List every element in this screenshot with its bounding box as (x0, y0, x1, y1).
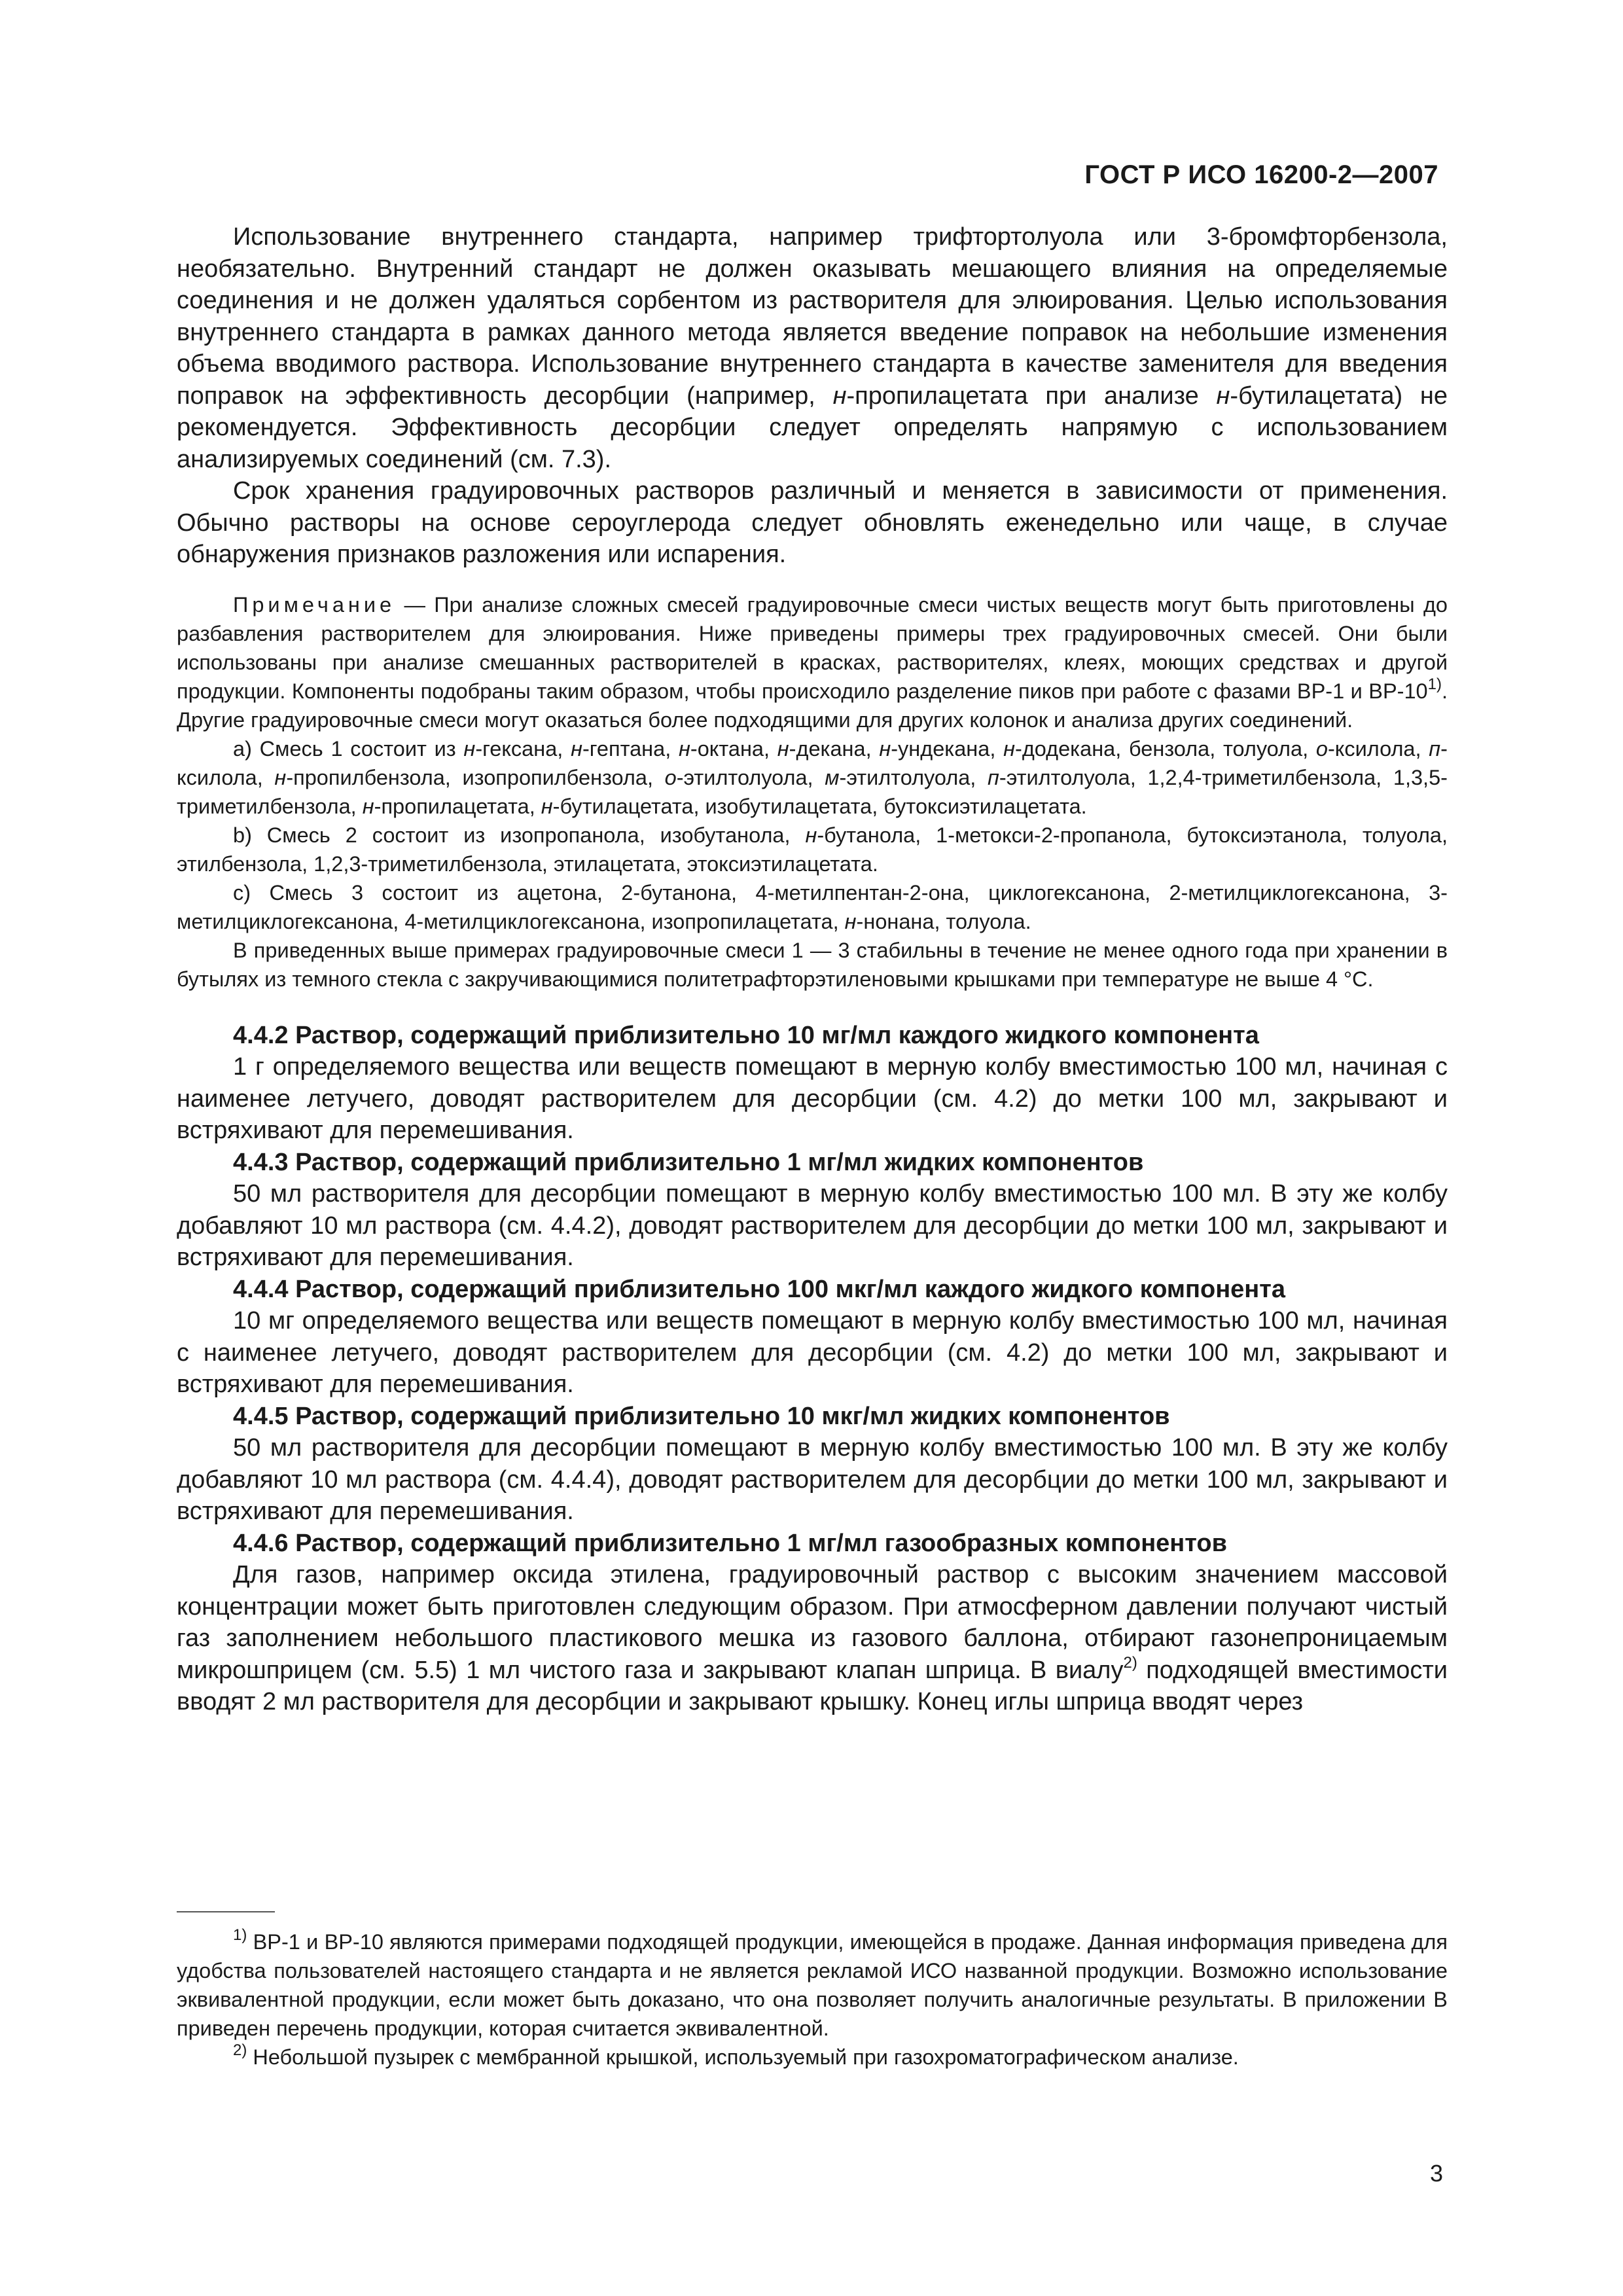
text-fragment: -ундекана, (891, 736, 1004, 761)
footnote-ref-2[interactable]: 2) (1123, 1653, 1137, 1672)
section-text-4-4-3: 50 мл растворителя для десорбции помещают в мерную колбу вместимостью 100 мл. В эту же колбу добавляют 10 мл раствора (см. 4.4.2), доводят растворителем для десорбции до метки 100 мл, закрывают и встряхивают для перемешивания. (177, 1180, 1448, 1271)
section-text-4-4-4: 10 мг определяемого вещества или веществ помещают в мерную колбу вместимостью 100 мл, начиная с наименее летучего, доводят растворителем для десорбции (см. 4.2) до метки 100 мл, закрывают и встряхивают для перемешивания. (177, 1307, 1448, 1398)
page-number: 3 (1430, 2160, 1444, 2187)
section-text-4-4-6: Для газов, например оксида этилена, градуировочный раствор с высоким значением массовой концентрации может быть приготовлен следующим образом. При атмосферном давлении получают чистый газ заполнением небольшого пластикового мешка из газового баллона, отбирают газонепроницаемым микрошприцем (см. 5.5) 1 мл чистого газа и закрывают клапан шприца. В виалу$^{2)}$ подходящей вместимости вводят 2 мл растворителя для десорбции и закрывают крышку. Конец иглы шприца вводят через (177, 1561, 1448, 1715)
intro-paragraph-1: Использование внутреннего стандарта, например трифтортолуола или 3-бромфторбензола, необязательно. Внутренний стандарт не должен оказывать мешающего влияния на определяемые соединения и не должен удаляться сорбентом из растворителя для элюирования. Целью использования внутреннего стандарта в рамках данного метода является введение поправок на небольшие изменения объема вводимого раствора. Использование внутреннего стандарта в качестве заменителя для введения поправок на эффективность десорбции (например, н-пропилацетата при анализе н-бутилацетата) не рекомендуется. Эффективность десорбции следует определять напрямую с использованием анализируемых соединений (см. 7.3). (177, 223, 1448, 473)
text-fragment: -пропилбензола, изопропилбензола, (286, 765, 665, 789)
section-text-4-4-5: 50 мл растворителя для десорбции помещают в мерную колбу вместимостью 100 мл. В эту же колбу добавляют 10 мл раствора (см. 4.4.4), доводят растворителем для десорбции до метки 100 мл, закрывают и встряхивают для перемешивания. (177, 1434, 1448, 1525)
italic-prefix: н (571, 736, 582, 761)
text-fragment: -бутилацетата, изобутилацетата, бутоксиэтилацетата. (552, 794, 1087, 818)
intro-paragraph-2: Срок хранения градуировочных растворов различный и меняется в зависимости от применения. Обычно растворы на основе сероуглерода следует обновлять еженедельно или чаще, в случае обнаружения признаков разложения или испарения. (177, 477, 1448, 568)
italic-prefix: о (1315, 736, 1328, 761)
italic-prefix: м (825, 765, 840, 789)
note-item-c: c) Смесь 3 состоит из ацетона, 2-бутанона, 4-метилпентан-2-она, циклогексанона, 2-метилциклогексанона, 3-метилциклогексанона, 4-метилциклогексанона, изопропилацетата, н-нонана, толуола. (177, 880, 1448, 933)
note-label: Примечание (233, 592, 396, 617)
italic-prefix: н (362, 794, 374, 818)
note-final: В приведенных выше примерах градуировочные смеси 1 — 3 стабильны в течение не менее одного года при хранении в бутылях из темного стекла с закручивающимися политетрафторэтиленовыми крышками при температуре не выше 4 °С. (177, 938, 1448, 991)
italic-prefix: н (463, 736, 476, 761)
text-fragment: -этилтолуола, 1,2,4-триметилбензола, 1,3,5-триметилбензола, (177, 765, 1448, 818)
text-fragment: a) Смесь 1 состоит из (233, 736, 464, 761)
text-fragment: -этилтолуола, (676, 765, 825, 789)
footnote-2: $^{2)}$ Небольшой пузырек с мембранной крышкой, используемый при газохроматографическом анализе. (233, 2041, 1239, 2069)
text-fragment: -этилтолуола, (839, 765, 988, 789)
italic-prefix: н (879, 736, 891, 761)
note-item-b: b) Смесь 2 состоит из изопропанола, изобутанола, н-бутанола, 1-метокси-2-пропанола, бутоксиэтанола, толуола, этилбензола, 1,2,3-триметилбензола, этилацетата, этоксиэтилацетата. (177, 823, 1448, 876)
italic-prefix: н (1003, 736, 1015, 761)
footnote-1: $^{1)}$ ВР-1 и ВР-10 являются примерами подходящей продукции, имеющейся в продаже. Данная информация приведена для удобства пользователей настоящего стандарта и не является рекламой ИСО названной продукции. Возможно использование эквивалентной продукции, если может быть доказано, что она позволяет получить аналогичные результаты. В приложении В приведен перечень продукции, которая считается эквивалентной. (177, 1926, 1448, 2040)
footnotes (177, 1928, 1448, 2072)
body-text (177, 221, 1448, 1718)
text-fragment: -гексана, (475, 736, 571, 761)
section-title-4-4-6: 4.4.6 Раствор, содержащий приблизительно 1 мг/мл газообразных компонентов (233, 1529, 1227, 1557)
text-fragment: -ксилола, (1327, 736, 1429, 761)
section-title-4-4-3: 4.4.3 Раствор, содержащий приблизительно 1 мг/мл жидких компонентов (233, 1148, 1144, 1176)
footnote-ref-1[interactable]: 1) (1427, 675, 1442, 693)
note-item-a (177, 734, 1448, 821)
text-fragment: -додекана, бензола, толуола, (1015, 736, 1316, 761)
text-fragment: -октана, (690, 736, 777, 761)
text-fragment: -декана, (789, 736, 880, 761)
italic-prefix: н (679, 736, 690, 761)
italic-prefix: н (274, 765, 287, 789)
section-title-4-4-5: 4.4.5 Раствор, содержащий приблизительно 10 мкг/мл жидких компонентов (233, 1402, 1170, 1430)
note-intro: Примечание — При анализе сложных смесей градуировочные смеси чистых веществ могут быть приготовлены до разбавления растворителем для элюирования. Ниже приведены примеры трех градуировочных смесей. Они были использованы при анализе смешанных растворителей в красках, растворителях, клеях, моющих средствах и другой продукции. Компоненты подобраны таким образом, чтобы происходило разделение пиков при работе с фазами ВР-1 и ВР-10$^{1)}$. Другие градуировочные смеси могут оказаться более подходящими для других колонок и анализа других соединений. (177, 592, 1448, 732)
text-fragment: -ксилола, (177, 736, 1448, 789)
note-block (177, 590, 1448, 994)
italic-prefix: п (1429, 736, 1441, 761)
section-text-4-4-2: 1 г определяемого вещества или веществ помещают в мерную колбу вместимостью 100 мл, начиная с наименее летучего, доводят растворителем для десорбции (см. 4.2) до метки 100 мл, закрывают и встряхивают для перемешивания. (177, 1053, 1448, 1144)
footnote-divider (177, 1911, 275, 1912)
section-title-4-4-2: 4.4.2 Раствор, содержащий приблизительно 10 мг/мл каждого жидкого компонента (233, 1021, 1259, 1049)
text-fragment: -гептана, (582, 736, 679, 761)
italic-prefix: п (988, 765, 999, 789)
text-fragment: -пропилацетата, (374, 794, 541, 818)
standard-header: ГОСТ Р ИСО 16200-2—2007 (1084, 160, 1438, 189)
sections (177, 1020, 1448, 1718)
italic-prefix: н (541, 794, 553, 818)
section-title-4-4-4: 4.4.4 Раствор, содержащий приблизительно 100 мкг/мл каждого жидкого компонента (233, 1275, 1285, 1303)
italic-prefix: н (777, 736, 789, 761)
italic-prefix: о (664, 765, 677, 789)
